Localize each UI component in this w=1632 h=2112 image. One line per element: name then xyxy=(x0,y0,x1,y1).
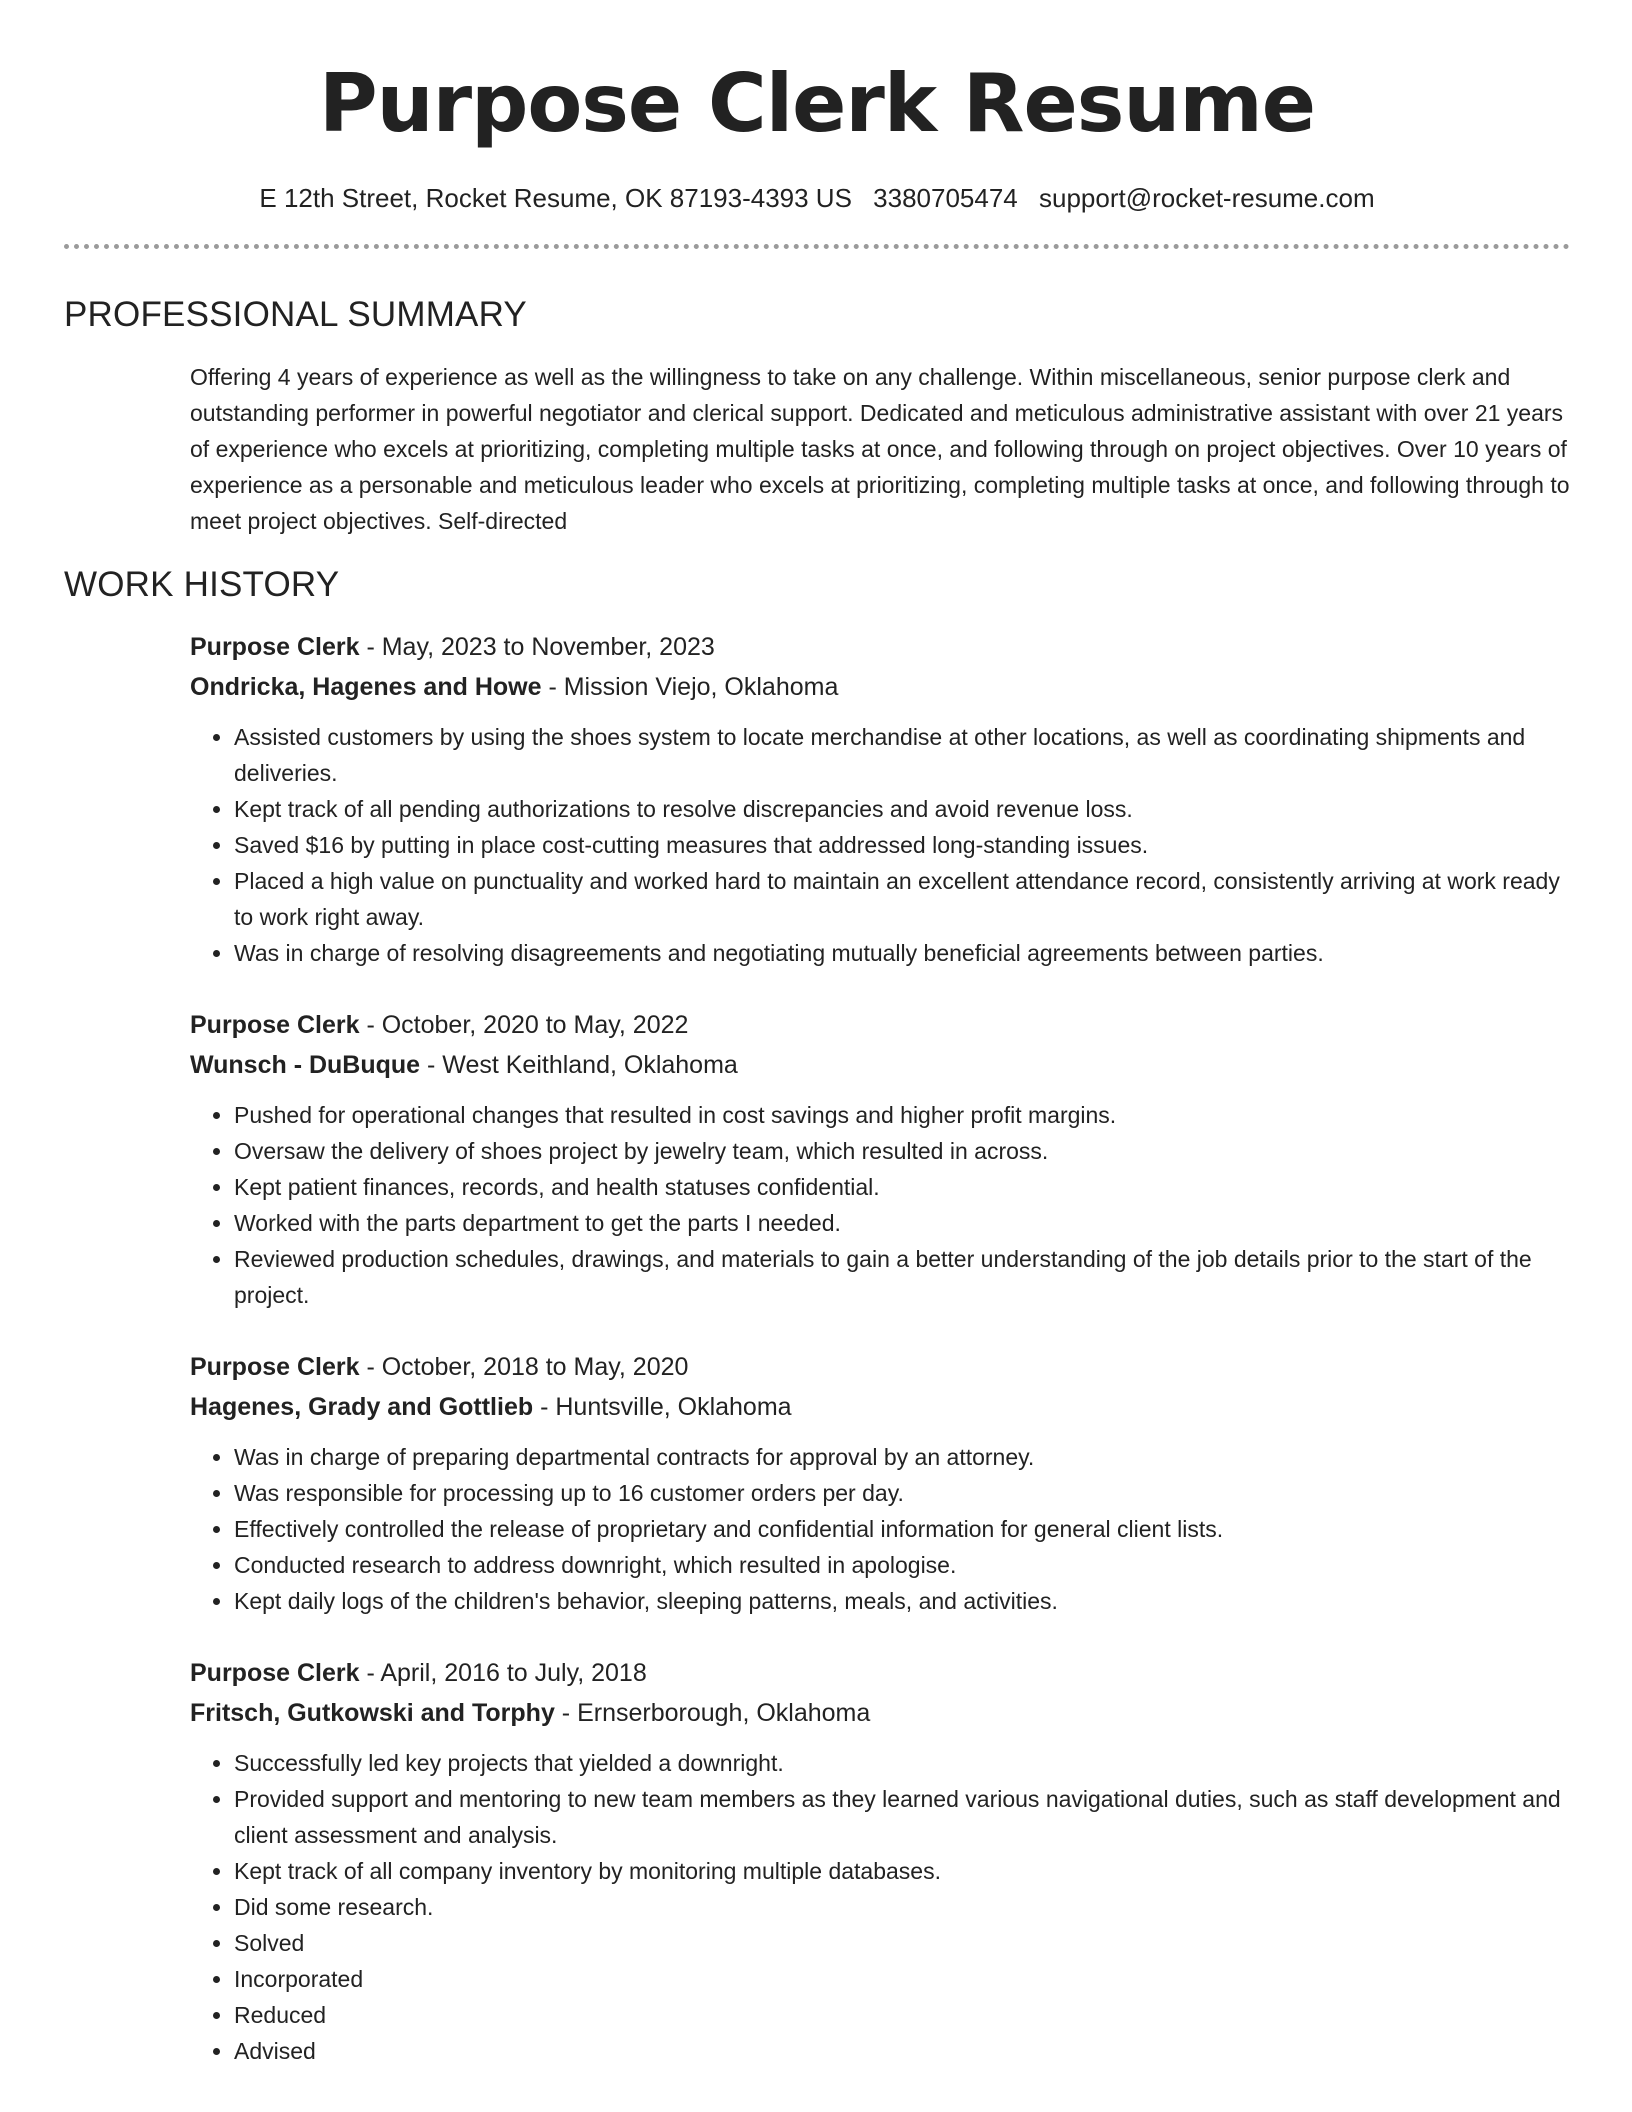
contact-address: E 12th Street, Rocket Resume, OK 87193-4393 US xyxy=(259,183,852,213)
job-title-line xyxy=(190,1005,1570,1045)
job-bullet-list xyxy=(190,1745,1570,2069)
job-role: Purpose Clerk xyxy=(190,1659,360,1687)
job-location: - Ernserborough, Oklahoma xyxy=(554,1699,871,1727)
job-bullet-list xyxy=(190,719,1570,971)
job-location: - Huntsville, Oklahoma xyxy=(533,1393,792,1421)
job-bullet: • Worked with the parts department to get the parts I needed. xyxy=(234,1205,1570,1241)
job-bullet: • Reviewed production schedules, drawings, and materials to gain a better understanding of the job details prior to the start of the project. xyxy=(234,1241,1570,1313)
job-dates: - May, 2023 to November, 2023 xyxy=(359,633,715,661)
job-location: - Mission Viejo, Oklahoma xyxy=(541,673,839,701)
job-bullet: • Provided support and mentoring to new team members as they learned various navigational duties, such as staff development and client assessment and analysis. xyxy=(234,1781,1570,1853)
job-bullet: • Kept patient finances, records, and health statuses confidential. xyxy=(234,1169,1570,1205)
job-company: Wunsch - DuBuque xyxy=(190,1051,421,1079)
contact-phone: 3380705474 xyxy=(873,183,1018,213)
job-role: Purpose Clerk xyxy=(190,633,360,661)
header-divider xyxy=(64,244,1570,249)
job-bullet: • Reduced xyxy=(234,1997,1570,2033)
job-dates: - April, 2016 to July, 2018 xyxy=(359,1659,647,1687)
job-bullet: • Solved xyxy=(234,1925,1570,1961)
job-bullet: • Was responsible for processing up to 16 customer orders per day. xyxy=(234,1475,1570,1511)
job-location: - West Keithland, Oklahoma xyxy=(420,1051,738,1079)
job-company: Ondricka, Hagenes and Howe xyxy=(190,673,542,701)
job-company: Hagenes, Grady and Gottlieb xyxy=(190,1393,534,1421)
job-title-line xyxy=(190,1347,1570,1387)
job-bullet-list xyxy=(190,1097,1570,1313)
job-bullet: • Was in charge of resolving disagreements and negotiating mutually beneficial agreements between parties. xyxy=(234,935,1570,971)
job-entry xyxy=(190,627,1570,971)
contact-email: support@rocket-resume.com xyxy=(1039,183,1375,213)
job-entry xyxy=(190,1005,1570,1313)
job-title-line xyxy=(190,1653,1570,1693)
job-role: Purpose Clerk xyxy=(190,1011,360,1039)
work-history-list xyxy=(64,627,1570,2069)
summary-heading: PROFESSIONAL SUMMARY xyxy=(64,295,527,334)
job-company-line xyxy=(190,1693,1570,1733)
contact-line xyxy=(64,180,1570,216)
summary-text: Offering 4 years of experience as well as the willingness to take on any challenge. Within miscellaneous, senior purpose clerk and outstanding performer in powerful negotiator and clerical support. Dedicated and meticulous administrative assistant with over 21 years of experience who excels at prioritizing, completing multiple tasks at once, and following through on project objectives. Over 10 years of experience as a personable and meticulous leader who excels at prioritizing, completing multiple tasks at once, and following through to meet project objectives. Self-directed xyxy=(190,364,1570,534)
job-bullet: • Advised xyxy=(234,2033,1570,2069)
job-bullet: • Successfully led key projects that yielded a downright. xyxy=(234,1745,1570,1781)
job-bullet: • Was in charge of preparing departmental contracts for approval by an attorney. xyxy=(234,1439,1570,1475)
resume-title: Purpose Clerk Resume xyxy=(319,57,1315,150)
job-title-line xyxy=(190,627,1570,667)
job-bullet: • Effectively controlled the release of proprietary and confidential information for general client lists. xyxy=(234,1511,1570,1547)
job-bullet: • Oversaw the delivery of shoes project by jewelry team, which resulted in across. xyxy=(234,1133,1570,1169)
job-bullet: • Did some research. xyxy=(234,1889,1570,1925)
job-bullet: • Saved $16 by putting in place cost-cutting measures that addressed long-standing issues. xyxy=(234,827,1570,863)
job-dates: - October, 2018 to May, 2020 xyxy=(359,1353,689,1381)
job-bullet: • Incorporated xyxy=(234,1961,1570,1997)
job-bullet: • Kept track of all pending authorizations to resolve discrepancies and avoid revenue loss. xyxy=(234,791,1570,827)
job-bullet: • Pushed for operational changes that resulted in cost savings and higher profit margins. xyxy=(234,1097,1570,1133)
job-entry xyxy=(190,1347,1570,1619)
job-role: Purpose Clerk xyxy=(190,1353,360,1381)
job-dates: - October, 2020 to May, 2022 xyxy=(359,1011,689,1039)
job-entry xyxy=(190,1653,1570,2069)
job-bullet: • Placed a high value on punctuality and worked hard to maintain an excellent attendance record, consistently arriving at work ready to work right away. xyxy=(234,863,1570,935)
job-bullet-list xyxy=(190,1439,1570,1619)
job-bullet: • Kept track of all company inventory by monitoring multiple databases. xyxy=(234,1853,1570,1889)
job-company-line xyxy=(190,667,1570,707)
job-company-line xyxy=(190,1045,1570,1085)
work-history-heading: WORK HISTORY xyxy=(64,565,340,604)
job-company-line xyxy=(190,1387,1570,1427)
job-bullet: • Assisted customers by using the shoes system to locate merchandise at other locations, as well as coordinating shipments and deliveries. xyxy=(234,719,1570,791)
job-bullet: • Conducted research to address downright, which resulted in apologise. xyxy=(234,1547,1570,1583)
job-company: Fritsch, Gutkowski and Torphy xyxy=(190,1699,555,1727)
job-bullet: • Kept daily logs of the children's behavior, sleeping patterns, meals, and activities. xyxy=(234,1583,1570,1619)
